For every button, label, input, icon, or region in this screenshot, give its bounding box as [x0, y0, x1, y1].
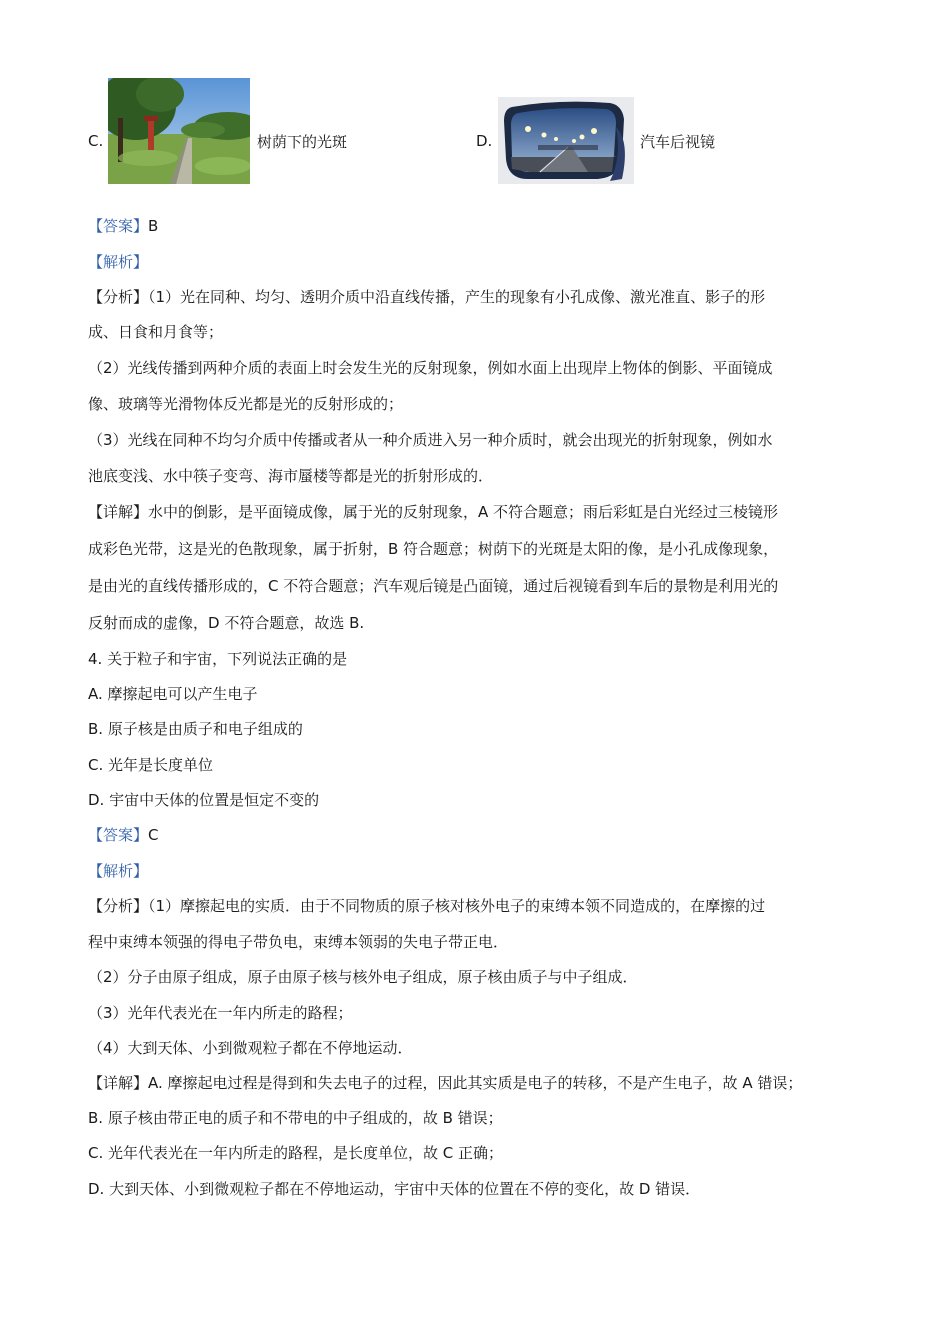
option-d-letter: D. — [476, 132, 493, 150]
q4-detail-line-3: C. 光年代表光在一年内所走的路程，是长度单位，故 C 正确； — [88, 1144, 504, 1162]
q4-detail-line-1 — [88, 1073, 802, 1093]
q3-detail-line-4: 反射而成的虚像，D 不符合题意，故选 B. — [88, 614, 365, 632]
q4-stem: 4. 关于粒子和宇宙，下列说法正确的是 — [88, 650, 348, 668]
tree-shade-photo-icon — [108, 78, 250, 184]
q4-answer-line — [88, 825, 159, 845]
q4-detail-text: A. 摩擦起电过程是得到和失去电子的过程，因此其实质是电子的转移，不是产生电子，故 A 错误； — [148, 1074, 803, 1092]
q3-answer-line — [88, 216, 158, 236]
fenxi-tag: 【分析】 — [88, 288, 149, 306]
q3-fenxi-text: （1）光在同种、均匀、透明介质中沿直线传播，产生的现象有小孔成像、激光准直、影子的形 — [148, 288, 766, 306]
answer-tag: 【答案】 — [88, 217, 149, 235]
q4-fenxi-line-1 — [88, 896, 765, 916]
q3-fenxi-line-2: 成、日食和月食等； — [88, 323, 224, 341]
option-d-caption: 汽车后视镜 — [640, 133, 716, 151]
q4-detail-line-4: D. 大到天体、小到微观粒子都在不停地运动，宇宙中天体的位置在不停的变化，故 D 错误． — [88, 1180, 701, 1198]
q4-answer: C — [148, 826, 159, 844]
option-c-caption: 树荫下的光斑 — [257, 133, 348, 151]
q4-analysis-heading — [88, 861, 148, 881]
q4-option-b: B. 原子核是由质子和电子组成的 — [88, 720, 303, 738]
q3-detail-text: 水中的倒影，是平面镜成像，属于光的反射现象，A 不符合题意；雨后彩虹是白光经过三棱镜形 — [148, 503, 779, 521]
q4-detail-line-2: B. 原子核由带正电的质子和不带电的中子组成的，故 B 错误； — [88, 1109, 503, 1127]
q3-fenxi-line-4: 像、玻璃等光滑物体反光都是光的反射形成的； — [88, 395, 404, 413]
q4-fenxi-line-2: 程中束缚本领强的得电子带负电，束缚本领弱的失电子带正电． — [88, 933, 509, 951]
q3-fenxi-line-3: （2）光线传播到两种介质的表面上时会发生光的反射现象，例如水面上出现岸上物体的倒影、平面镜成 — [88, 359, 773, 377]
q4-option-a: A. 摩擦起电可以产生电子 — [88, 685, 258, 703]
detail-tag: 【详解】 — [88, 1074, 149, 1092]
q3-detail-line-1 — [88, 502, 778, 522]
q4-fenxi-text: （1）摩擦起电的实质．由于不同物质的原子核对核外电子的束缚本领不同造成的，在摩擦的过 — [148, 897, 766, 915]
car-rearview-mirror-photo-icon — [498, 97, 634, 184]
detail-tag: 【详解】 — [88, 503, 149, 521]
q4-fenxi-line-3: （2）分子由原子组成，原子由原子核与核外电子组成，原子核由质子与中子组成． — [88, 968, 638, 986]
q3-fenxi-line-1 — [88, 287, 765, 307]
answer-tag: 【答案】 — [88, 826, 149, 844]
analysis-tag: 【解析】 — [88, 253, 149, 271]
q3-detail-line-2: 成彩色光带，这是光的色散现象，属于折射，B 符合题意；树荫下的光斑是太阳的像，是小孔成像现象， — [88, 540, 779, 558]
q4-fenxi-line-4: （3）光年代表光在一年内所走的路程； — [88, 1004, 353, 1022]
q3-analysis-heading — [88, 252, 148, 272]
q4-fenxi-line-5: （4）大到天体、小到微观粒子都在不停地运动． — [88, 1039, 413, 1057]
q3-fenxi-line-6: 池底变浅、水中筷子变弯、海市蜃楼等都是光的折射形成的． — [88, 467, 494, 485]
q4-option-d: D. 宇宙中天体的位置是恒定不变的 — [88, 791, 320, 809]
fenxi-tag: 【分析】 — [88, 897, 149, 915]
q3-detail-line-3: 是由光的直线传播形成的，C 不符合题意；汽车观后镜是凸面镜，通过后视镜看到车后的景物是利用光的 — [88, 577, 779, 595]
q3-answer: B — [148, 217, 159, 235]
option-c-letter: C. — [88, 132, 104, 150]
analysis-tag: 【解析】 — [88, 862, 149, 880]
q4-option-c: C. 光年是长度单位 — [88, 756, 214, 774]
q3-fenxi-line-5: （3）光线在同种不均匀介质中传播或者从一种介质进入另一种介质时，就会出现光的折射现象，例如水 — [88, 431, 773, 449]
